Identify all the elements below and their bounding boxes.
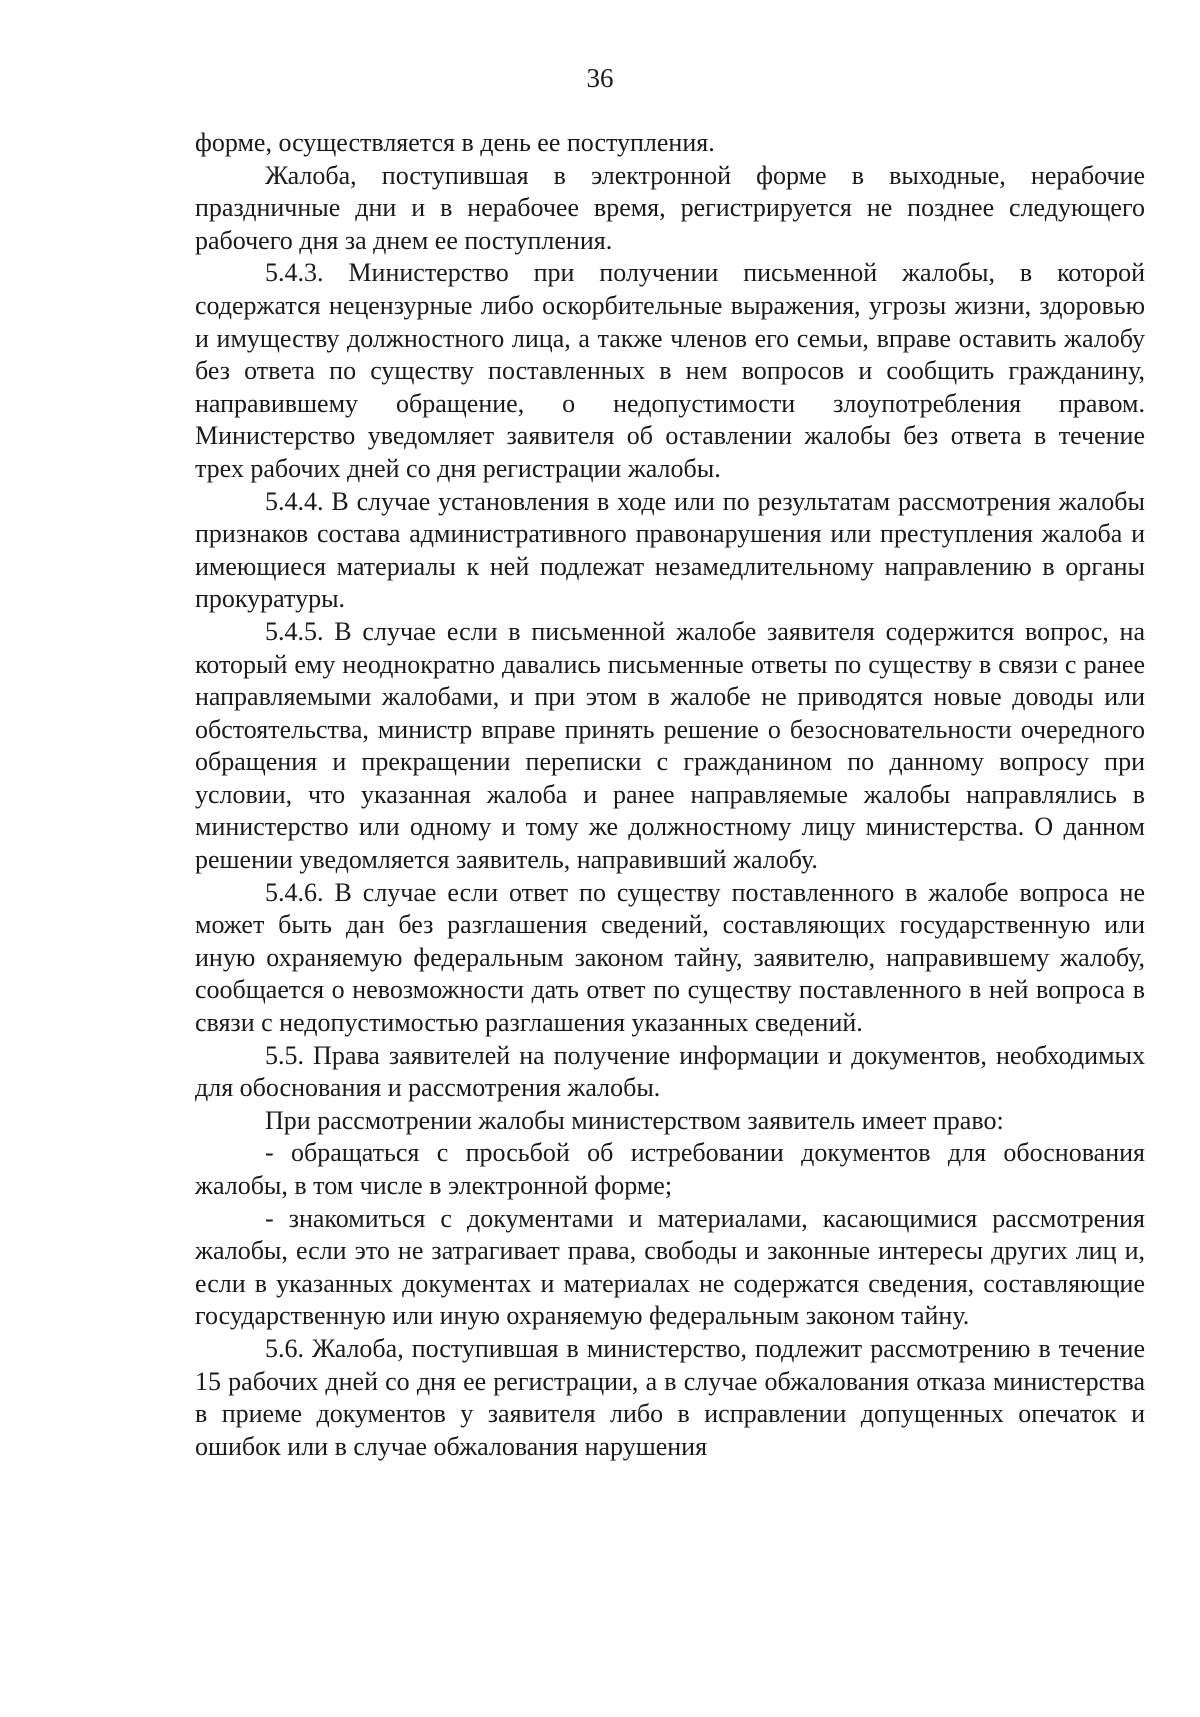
paragraph-electronic-complaint: Жалоба, поступившая в электронной форме в выходные, нерабочие праздничные дни и в нерабочее время, регистрируется не позднее следующего рабочего дня за днем ее поступления. bbox=[195, 160, 1145, 255]
paragraph-5-4-3: 5.4.3. Министерство при получении письменной жалобы, в которой содержатся нецензурные либо оскорбительные выражения, угрозы жизни, здоровью и имуществу должностного лица, а также членов его семьи, вправе оставить жалобу без ответа по существу поставленных в нем вопросов и сообщить гражданину, направившему обращение, о недопустимости злоупотребления правом. Министерство уведомляет заявителя об оставлении жалобы без ответа в течение трех рабочих дней со дня регистрации жалобы. bbox=[195, 258, 1145, 483]
paragraph-5-5: 5.5. Права заявителей на получение информации и документов, необходимых для обоснования и рассмотрения жалобы. bbox=[195, 1040, 1145, 1103]
paragraph-5-4-4: 5.4.4. В случае установления в ходе или по результатам рассмотрения жалобы признаков состава административного правонарушения или преступления жалоба и имеющиеся материалы к ней подлежат незамедлительному направлению в органы прокуратуры. bbox=[195, 486, 1145, 614]
paragraph-5-4-6: 5.4.6. В случае если ответ по существу поставленного в жалобе вопроса не может быть дан без разглашения сведений, составляющих государственную или иную охраняемую федеральным законом тайну, заявителю, направившему жалобу, сообщается о невозможности дать ответ по существу поставленного в ней вопроса в связи с недопустимостью разглашения указанных сведений. bbox=[195, 877, 1145, 1038]
paragraph-continuation: форме, осуществляется в день ее поступления. bbox=[195, 128, 715, 157]
paragraph-right-request-documents: - обращаться с просьбой об истребовании документов для обоснования жалобы, в том числе в электронной форме; bbox=[195, 1138, 1145, 1200]
paragraph-5-6: 5.6. Жалоба, поступившая в министерство, подлежит рассмотрению в течение 15 рабочих дней со дня ее регистрации, а в случае обжалования отказа министерства в приеме документов у заявителя либо в исправлении допущенных опечаток и ошибок или в случае обжалования нарушения bbox=[195, 1333, 1145, 1461]
page-number: 36 bbox=[586, 63, 614, 93]
document-body bbox=[195, 127, 1145, 1463]
paragraph-right-review-materials: - знакомиться с документами и материалами, касающимися рассмотрения жалобы, если это не затрагивает права, свободы и законные интересы других лиц и, если в указанных документах и материалах не содержатся сведения, составляющие государственную или иную охраняемую федеральным законом тайну. bbox=[195, 1203, 1145, 1331]
paragraph-5-4-5: 5.4.5. В случае если в письменной жалобе заявителя содержится вопрос, на который ему неоднократно давались письменные ответы по существу в связи с ранее направляемыми жалобами, и при этом в жалобе не приводятся новые доводы или обстоятельства, министр вправе принять решение о безосновательности очередного обращения и прекращении переписки с гражданином по данному вопросу при условии, что указанная жалоба и ранее направляемые жалобы направлялись в министерство или одному и тому же должностному лицу министерства. О данном решении уведомляется заявитель, направивший жалобу. bbox=[195, 616, 1145, 875]
paragraph-applicant-rights: При рассмотрении жалобы министерством заявитель имеет право: bbox=[265, 1105, 1004, 1135]
